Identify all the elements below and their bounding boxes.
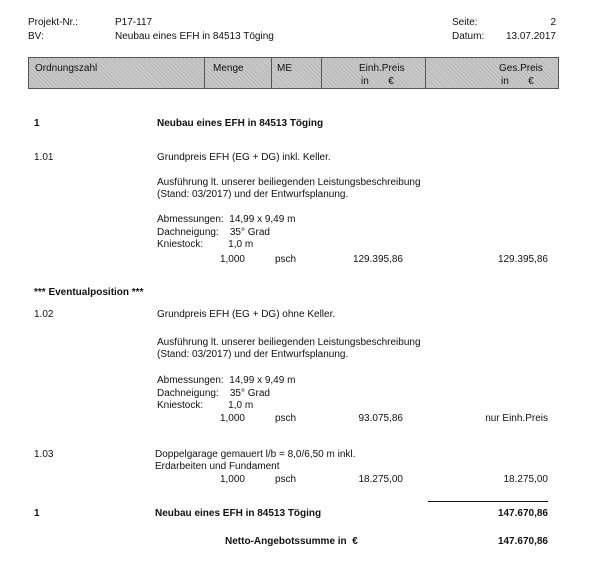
pos-103-me: psch [275,474,297,485]
pos-103-menge: 1,000 [219,474,245,485]
pos-101-dim2: Dachneigung: 35° Grad [157,227,270,238]
col-ordnungszahl: Ordnungszahl [35,63,98,74]
pos-101-dim3: Kniestock: 1,0 m [157,239,254,250]
column-divider [204,58,205,88]
pos-101-dim1: Abmessungen: 14,99 x 9,49 m [157,214,296,225]
subtotal-title: Neubau eines EFH in 84513 Töging [155,508,322,519]
bv-label: BV: [28,31,44,42]
pos-102-dim2: Dachneigung: 35° Grad [157,388,270,399]
col-menge: Menge [213,63,244,74]
pos-101-ep: 129.395,86 [352,254,403,265]
pos-102-ep: 93.075,86 [358,413,403,424]
seite-label: Seite: [452,17,478,28]
pos-101-desc2: (Stand: 03/2017) und der Entwurfsplanung. [157,189,349,200]
subtotal-value: 147.670,86 [497,508,548,519]
pos-101-menge: 1,000 [219,254,245,265]
total-label: Netto-Angebotssumme in € [225,536,358,547]
pos-102-dim3: Kniestock: 1,0 m [157,400,254,411]
total-value: 147.670,86 [497,536,548,547]
eventual-label: *** Eventualposition *** [34,287,144,298]
projekt-value: P17-117 [115,17,153,28]
pos-101-gp: 129.395,86 [497,254,548,265]
pos-102-nr: 1.02 [34,309,54,320]
section-title: Neubau eines EFH in 84513 Töging [157,118,324,129]
col-einh-preis: Einh.Preis [359,63,405,74]
bv-value: Neubau eines EFH in 84513 Töging [115,31,274,42]
pos-101-me: psch [275,254,297,265]
column-divider [271,58,272,88]
col-einh-preis-unit: in € [361,76,394,87]
pos-103-gp: 18.275,00 [503,474,548,485]
col-ges-preis-unit: in € [501,76,534,87]
projekt-label: Projekt-Nr.: [28,17,79,28]
pos-101-title: Grundpreis EFH (EG + DG) inkl. Keller. [157,152,331,163]
col-ges-preis: Ges.Preis [499,63,543,74]
column-divider [321,58,322,88]
pos-102-me: psch [275,413,297,424]
pos-102-gp: nur Einh.Preis [485,413,548,424]
pos-103-ep: 18.275,00 [358,474,403,485]
pos-101-nr: 1.01 [34,152,54,163]
column-divider [425,58,426,88]
section-nr: 1 [34,118,40,129]
seite-value: 2 [550,17,556,28]
pos-102-title: Grundpreis EFH (EG + DG) ohne Keller. [157,309,336,320]
pos-103-desc1: Erdarbeiten und Fundament [155,461,280,472]
pos-102-menge: 1,000 [219,413,245,424]
column-header-bar [28,57,559,89]
pos-102-desc1: Ausführung lt. unserer beiliegenden Leistungsbeschreibung [157,337,421,348]
pos-103-nr: 1.03 [34,449,54,460]
subtotal-rule [428,501,548,502]
pos-102-dim1: Abmessungen: 14,99 x 9,49 m [157,375,296,386]
pos-103-title: Doppelgarage gemauert l/b = 8,0/6,50 m inkl. [155,449,356,460]
col-me: ME [277,63,292,74]
datum-value: 13.07.2017 [505,31,556,42]
pos-101-desc1: Ausführung lt. unserer beiliegenden Leistungsbeschreibung [157,177,421,188]
subtotal-nr: 1 [34,508,40,519]
datum-label: Datum: [452,31,485,42]
pos-102-desc2: (Stand: 03/2017) und der Entwurfsplanung. [157,349,349,360]
